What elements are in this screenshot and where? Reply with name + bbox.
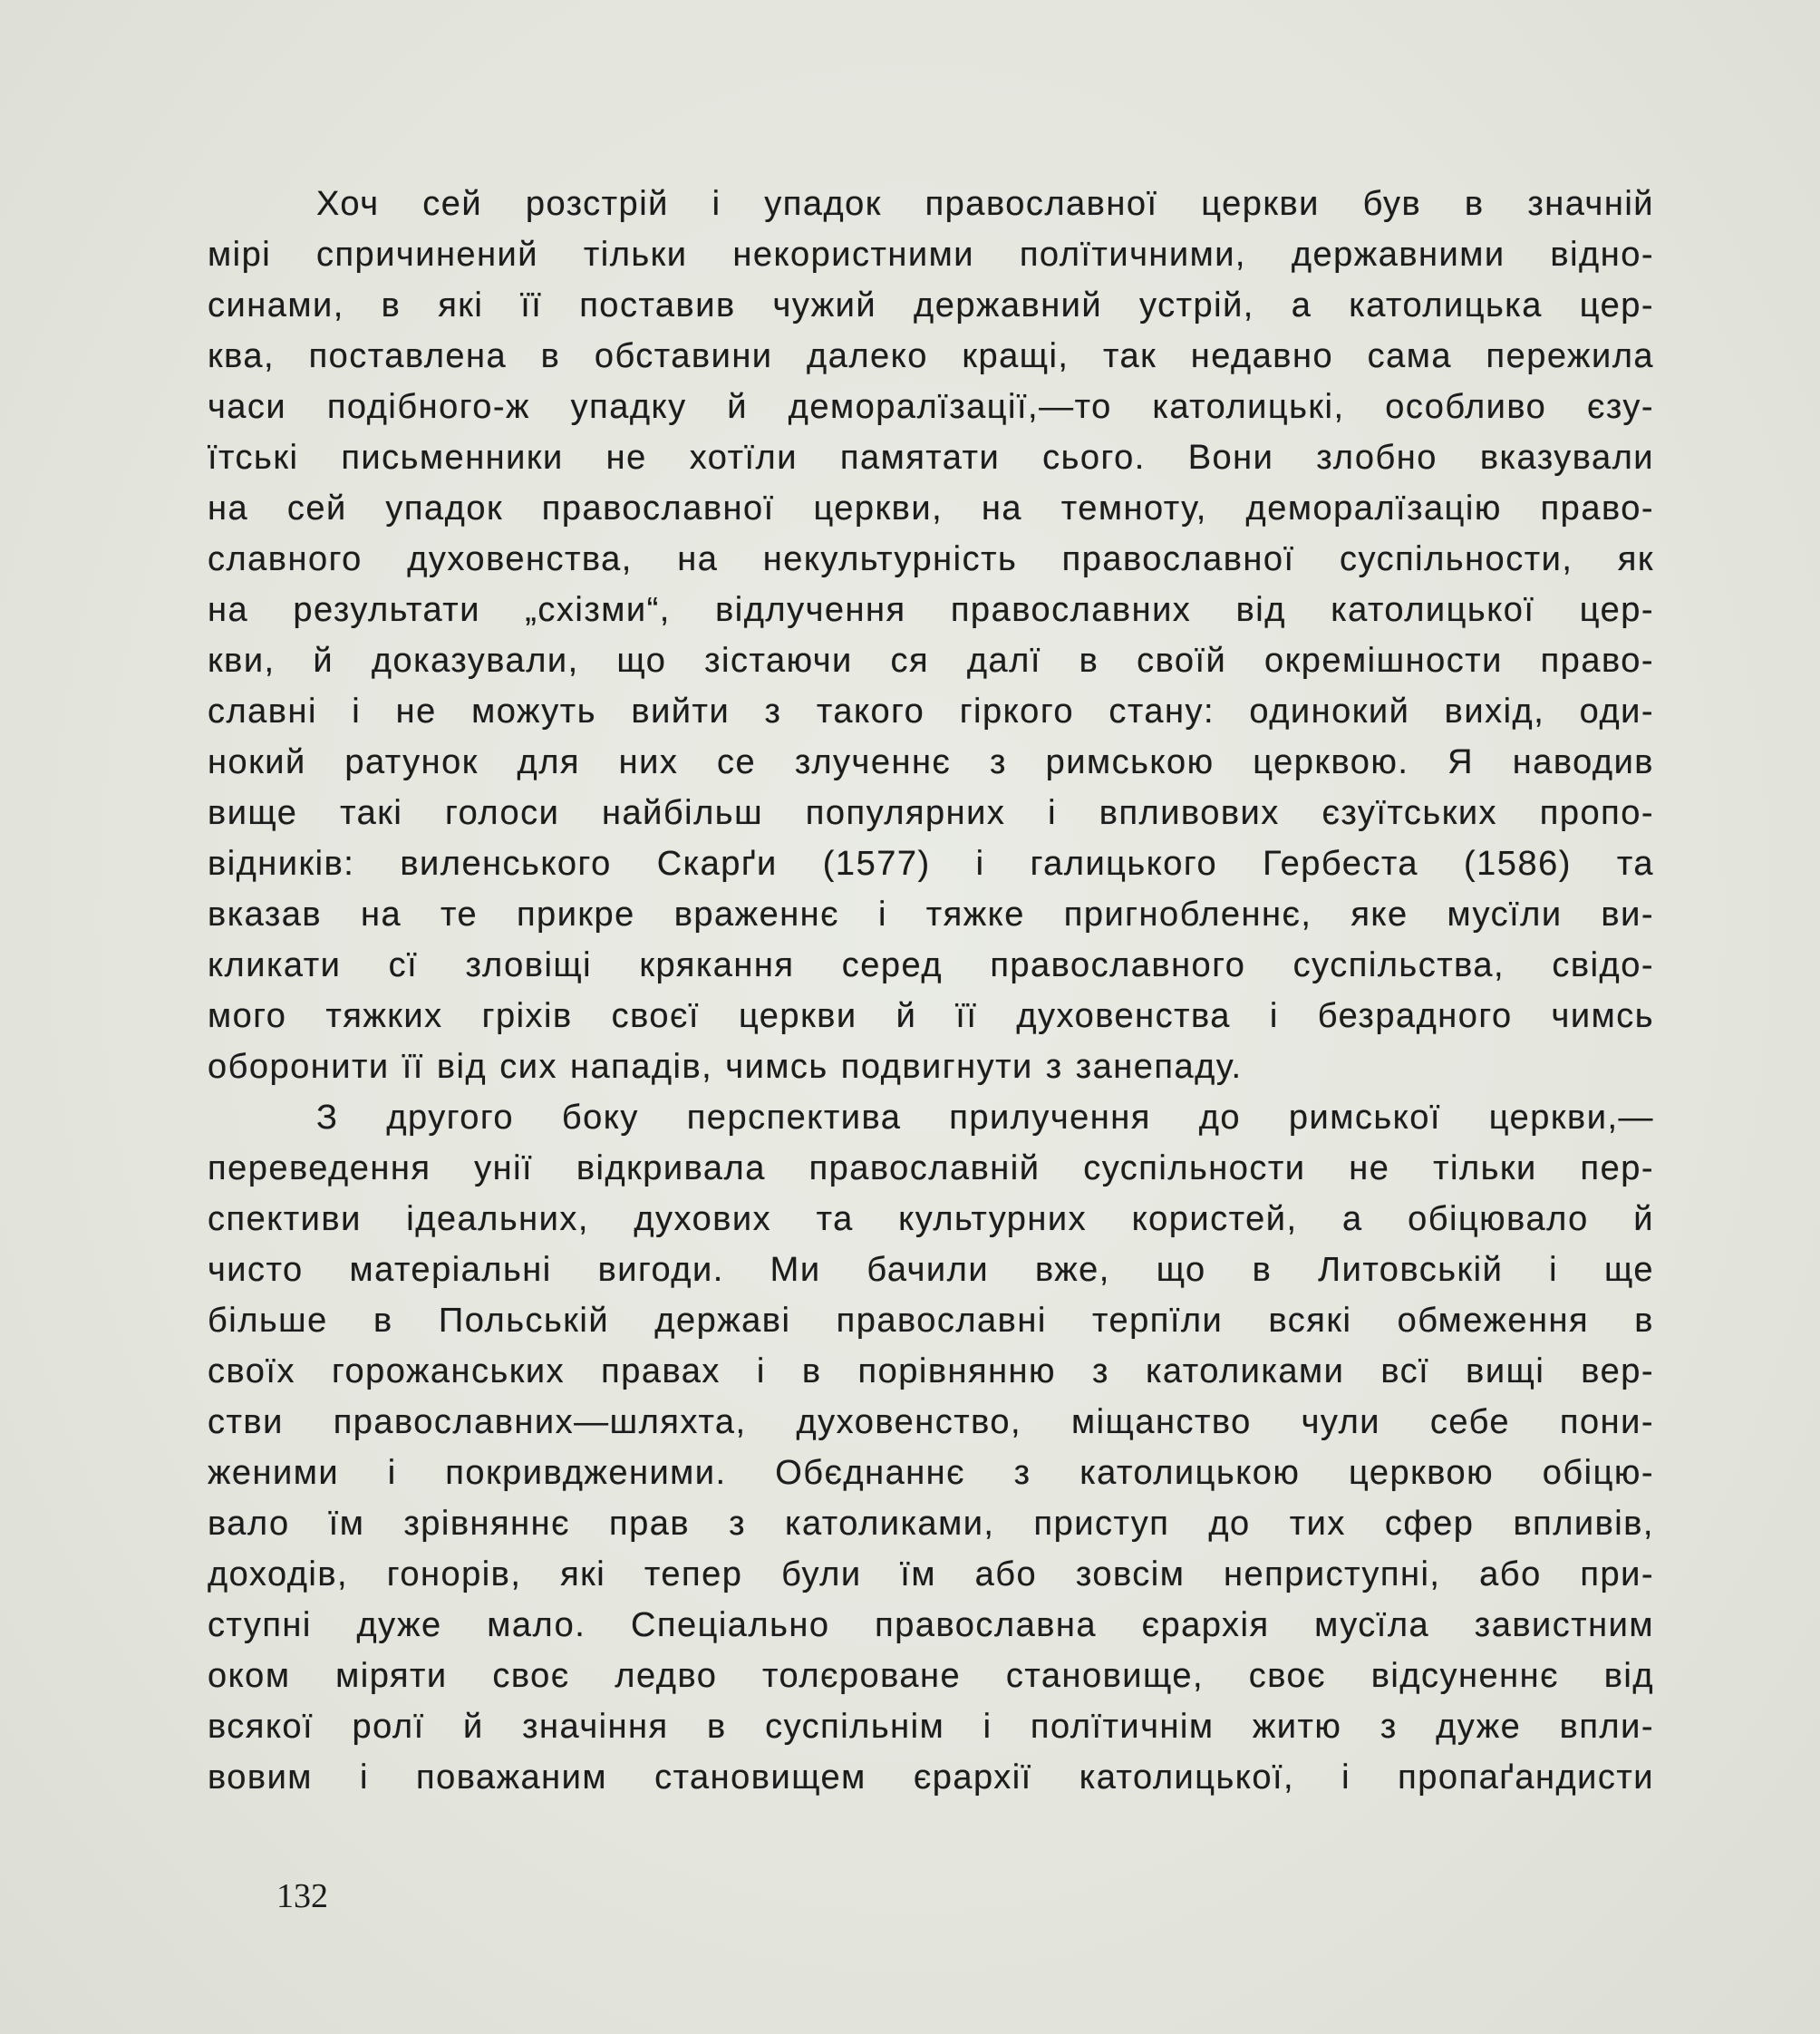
text-line: оком міряти своє ледво толєроване становище, своє відсуненнє від [208, 1657, 1654, 1695]
text-line: на сей упадок православної церкви, на темноту, деморалїзацію право- [208, 489, 1654, 528]
body-text [208, 179, 1654, 1803]
text-line: переведення унії відкривала православній суспільности не тільки пер- [208, 1149, 1654, 1187]
text-line: часи подібного-ж упадку й деморалїзації,—то католицькі, особливо єзу- [208, 388, 1654, 426]
text-line: більше в Польській державі православні терпїли всякі обмеження в [208, 1302, 1654, 1340]
text-line: вище такі голоси найбільш популярних і впливових єзуїтських пропо- [208, 794, 1654, 832]
text-line: спективи ідеальних, духових та культурних користей, а обіцювало й [208, 1200, 1654, 1238]
text-line: женими і покривдженими. Обєднаннє з католицькою церквою обіцю- [208, 1454, 1654, 1492]
text-line: чисто матеріальні вигоди. Ми бачили вже, що в Литовській і ще [208, 1251, 1654, 1289]
text-line: мірі спричинений тільки некористними полїтичними, державними відно- [208, 236, 1654, 274]
text-line: стви православних—шляхта, духовенство, міщанство чули себе пони- [208, 1403, 1654, 1441]
text-line: своїх горожанських правах і в порівнянню з католиками всї вищі вер- [208, 1352, 1654, 1390]
text-line: всякої ролї й значіння в суспільнім і полїтичнім житю з дуже впли- [208, 1708, 1654, 1746]
text-line: ступні дуже мало. Спеціально православна єрархія мусїла завистним [208, 1606, 1654, 1644]
text-line: вало їм зрівняннє прав з католиками, приступ до тих сфер впливів, [208, 1505, 1654, 1543]
text-line: ква, поставлена в обставини далеко кращі, так недавно сама пережила [208, 337, 1654, 375]
text-line: їтські письменники не хотїли памятати сього. Вони злобно вказували [208, 439, 1654, 477]
text-line: відників: виленського Скарґи (1577) і галицького Гербеста (1586) та [208, 845, 1654, 883]
text-line: нокий ратунок для них се злученнє з римською церквою. Я наводив [208, 743, 1654, 781]
text-line: вовим і поважаним становищем єрархії католицької, і пропаґандисти [208, 1758, 1654, 1797]
page-number: 132 [276, 1877, 328, 1915]
text-line: славні і не можуть вийти з такого гіркого стану: одинокий вихід, оди- [208, 693, 1654, 731]
text-line: З другого боку перспектива прилучення до римської церкви,— [316, 1099, 1654, 1137]
paragraph-1 [208, 179, 1654, 1092]
text-line: мого тяжких гріхів своєї церкви й її духовенства і безрадного чимсь [208, 997, 1654, 1035]
text-line: кликати сї зловіщі крякання серед православного суспільства, свідо- [208, 946, 1654, 984]
text-line: славного духовенства, на некультурність православної суспільности, як [208, 540, 1654, 578]
paragraph-2 [208, 1092, 1654, 1803]
text-line: вказав на те прикре враженнє і тяжке пригнобленнє, яке мусїли ви- [208, 896, 1654, 934]
text-line: Хоч сей розстрій і упадок православної церкви був в значній [316, 185, 1654, 223]
text-line: кви, й доказували, що зістаючи ся далї в своїй окремішности право- [208, 642, 1654, 680]
text-line: на результати „схізми“, відлучення православних від католицької цер- [208, 591, 1654, 629]
text-line: доходів, гонорів, які тепер були їм або зовсім неприступні, або при- [208, 1555, 1654, 1593]
text-line: синами, в які її поставив чужий державний устрій, а католицька цер- [208, 286, 1654, 324]
text-line: оборонити її від сих нападів, чимсь подвигнути з занепаду. [208, 1048, 1243, 1086]
